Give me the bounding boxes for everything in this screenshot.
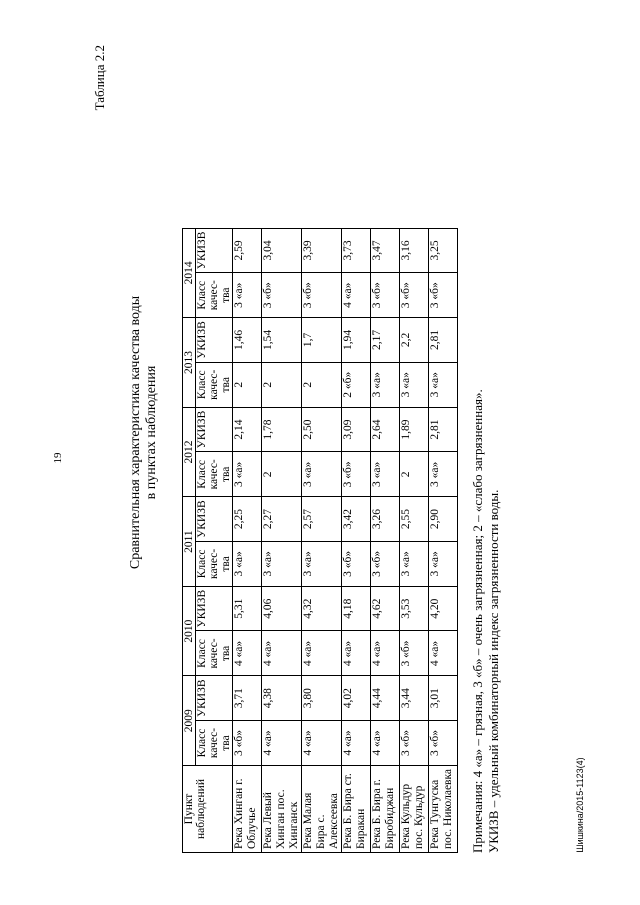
cell-class: 4 «а» (371, 631, 400, 676)
header-index: УКИЗВ (196, 497, 233, 542)
header-class: Класс качес-тва (196, 721, 233, 766)
cell-index: 3,73 (342, 228, 371, 273)
header-point-line2: наблюдений (195, 779, 207, 839)
cell-class: 3 «а» (400, 541, 429, 586)
cell-class: 2 «б» (342, 362, 371, 407)
header-index: УКИЗВ (196, 586, 233, 631)
cell-index: 4,62 (371, 586, 400, 631)
cell-index: 3,01 (429, 676, 458, 721)
header-year: 2013 (183, 318, 196, 408)
cell-index: 3,39 (302, 228, 342, 273)
header-index: УКИЗВ (196, 676, 233, 721)
cell-class: 3 «а» (302, 452, 342, 497)
cell-class: 4 «а» (302, 721, 342, 766)
cell-index: 3,16 (400, 228, 429, 273)
cell-index: 3,71 (233, 676, 262, 721)
cell-class: 4 «а» (233, 631, 262, 676)
header-point-line1: Пункт (183, 793, 195, 825)
header-year: 2009 (183, 676, 196, 766)
cell-class: 3 «а» (233, 452, 262, 497)
cell-class: 3 «б» (429, 273, 458, 318)
cell-index: 2,25 (233, 497, 262, 542)
table-row (233, 228, 262, 852)
cell-place: Река Кульдур пос. Кульдур (400, 766, 429, 853)
cell-index: 2,64 (371, 407, 400, 452)
cell-class: 3 «б» (342, 541, 371, 586)
header-row-columns (196, 228, 233, 852)
cell-index: 2,2 (400, 318, 429, 363)
cell-index: 4,38 (262, 676, 302, 721)
cell-index: 1,46 (233, 318, 262, 363)
cell-index: 1,7 (302, 318, 342, 363)
cell-index: 3,26 (371, 497, 400, 542)
table-label: Таблица 2.2 (92, 45, 107, 111)
table-body (233, 228, 458, 852)
cell-class: 3 «а» (429, 362, 458, 407)
cell-index: 2,55 (400, 497, 429, 542)
cell-class: 3 «б» (400, 631, 429, 676)
header-year: 2014 (183, 228, 196, 318)
header-year: 2010 (183, 586, 196, 676)
cell-index: 4,44 (371, 676, 400, 721)
header-row-years (183, 228, 196, 852)
water-quality-table (182, 228, 458, 853)
cell-class: 3 «а» (429, 452, 458, 497)
cell-class: 3 «а» (262, 541, 302, 586)
cell-class: 3 «а» (233, 541, 262, 586)
table-row (429, 228, 458, 852)
cell-class: 3 «б» (371, 541, 400, 586)
cell-class: 3 «б» (429, 721, 458, 766)
cell-index: 4,32 (302, 586, 342, 631)
cell-index: 3,09 (342, 407, 371, 452)
cell-class: 3 «б» (262, 273, 302, 318)
cell-class: 2 (302, 362, 342, 407)
header-index: УКИЗВ (196, 407, 233, 452)
cell-class: 3 «а» (371, 362, 400, 407)
header-class: Класс качес-тва (196, 273, 233, 318)
cell-index: 3,42 (342, 497, 371, 542)
cell-class: 2 (262, 452, 302, 497)
cell-index: 2,90 (429, 497, 458, 542)
cell-index: 2,50 (302, 407, 342, 452)
cell-index: 3,04 (262, 228, 302, 273)
table-row (342, 228, 371, 852)
cell-index: 2,27 (262, 497, 302, 542)
cell-class: 4 «а» (342, 273, 371, 318)
cell-index: 2,17 (371, 318, 400, 363)
cell-class: 4 «а» (262, 631, 302, 676)
cell-index: 2,59 (233, 228, 262, 273)
cell-index: 2,81 (429, 407, 458, 452)
cell-class: 3 «а» (429, 541, 458, 586)
cell-class: 4 «а» (342, 631, 371, 676)
cell-index: 4,18 (342, 586, 371, 631)
cell-index: 5,31 (233, 586, 262, 631)
cell-index: 4,02 (342, 676, 371, 721)
cell-place: Река Хинган г. Облучье (233, 766, 262, 853)
cell-class: 2 (233, 362, 262, 407)
cell-index: 3,80 (302, 676, 342, 721)
cell-class: 3 «а» (371, 452, 400, 497)
cell-index: 3,25 (429, 228, 458, 273)
note-line-1: Примечания: 4 «а» – грязная, 3 «б» – очень загрязненная; 2 – «слабо загрязненная». (470, 389, 485, 853)
cell-index: 1,94 (342, 318, 371, 363)
document-code-text: Шишкина/2015-1123(4) (575, 757, 585, 853)
cell-index: 4,06 (262, 586, 302, 631)
header-year: 2011 (183, 497, 196, 587)
table-row (371, 228, 400, 852)
cell-class: 2 (262, 362, 302, 407)
cell-class: 4 «а» (342, 721, 371, 766)
table-title (128, 0, 160, 905)
cell-class: 4 «а» (429, 631, 458, 676)
cell-class: 3 «б» (400, 273, 429, 318)
cell-place: Река Б. Бира г. Биробиджан (371, 766, 400, 853)
table-row (400, 228, 429, 852)
table-row (262, 228, 302, 852)
cell-index: 1,89 (400, 407, 429, 452)
title-line-2: в пунктах наблюдения (144, 365, 159, 500)
cell-class: 4 «а» (262, 721, 302, 766)
header-year: 2012 (183, 407, 196, 497)
cell-class: 3 «а» (400, 362, 429, 407)
cell-class: 2 (400, 452, 429, 497)
header-class: Класс качес-тва (196, 452, 233, 497)
cell-index: 3,44 (400, 676, 429, 721)
cell-class: 4 «а» (371, 721, 400, 766)
cell-class: 3 «а» (302, 541, 342, 586)
cell-index: 4,20 (429, 586, 458, 631)
cell-index: 3,47 (371, 228, 400, 273)
cell-index: 2,57 (302, 497, 342, 542)
notes (470, 389, 502, 853)
cell-place: Река Тунгуска пос. Николаевка (429, 766, 458, 853)
cell-index: 1,78 (262, 407, 302, 452)
cell-index: 2,14 (233, 407, 262, 452)
header-class: Класс качес-тва (196, 631, 233, 676)
cell-index: 1,54 (262, 318, 302, 363)
cell-class: 3 «б» (302, 273, 342, 318)
cell-class: 3 «б» (233, 721, 262, 766)
header-class: Класс качес-тва (196, 541, 233, 586)
cell-index: 2,81 (429, 318, 458, 363)
title-line-1: Сравнительная характеристика качества воды (128, 295, 143, 570)
header-index: УКИЗВ (196, 228, 233, 273)
cell-class: 3 «б» (342, 452, 371, 497)
note-line-2: УКИЗВ – удельный комбинаторный индекс загрязненности воды. (486, 489, 501, 853)
header-point (183, 766, 233, 853)
cell-class: 3 «а» (233, 273, 262, 318)
cell-class: 3 «б» (371, 273, 400, 318)
cell-class: 3 «б» (400, 721, 429, 766)
header-class: Класс качес-тва (196, 362, 233, 407)
cell-class: 4 «а» (302, 631, 342, 676)
table-row (302, 228, 342, 852)
page-number: 19 (52, 452, 64, 464)
cell-place: Река Левый Хинган пос. Хинганск (262, 766, 302, 853)
cell-place: Река Малая Бира с. Алексеевка (302, 766, 342, 853)
cell-index: 3,53 (400, 586, 429, 631)
cell-place: Река Б. Бира ст. Биракан (342, 766, 371, 853)
header-index: УКИЗВ (196, 318, 233, 363)
